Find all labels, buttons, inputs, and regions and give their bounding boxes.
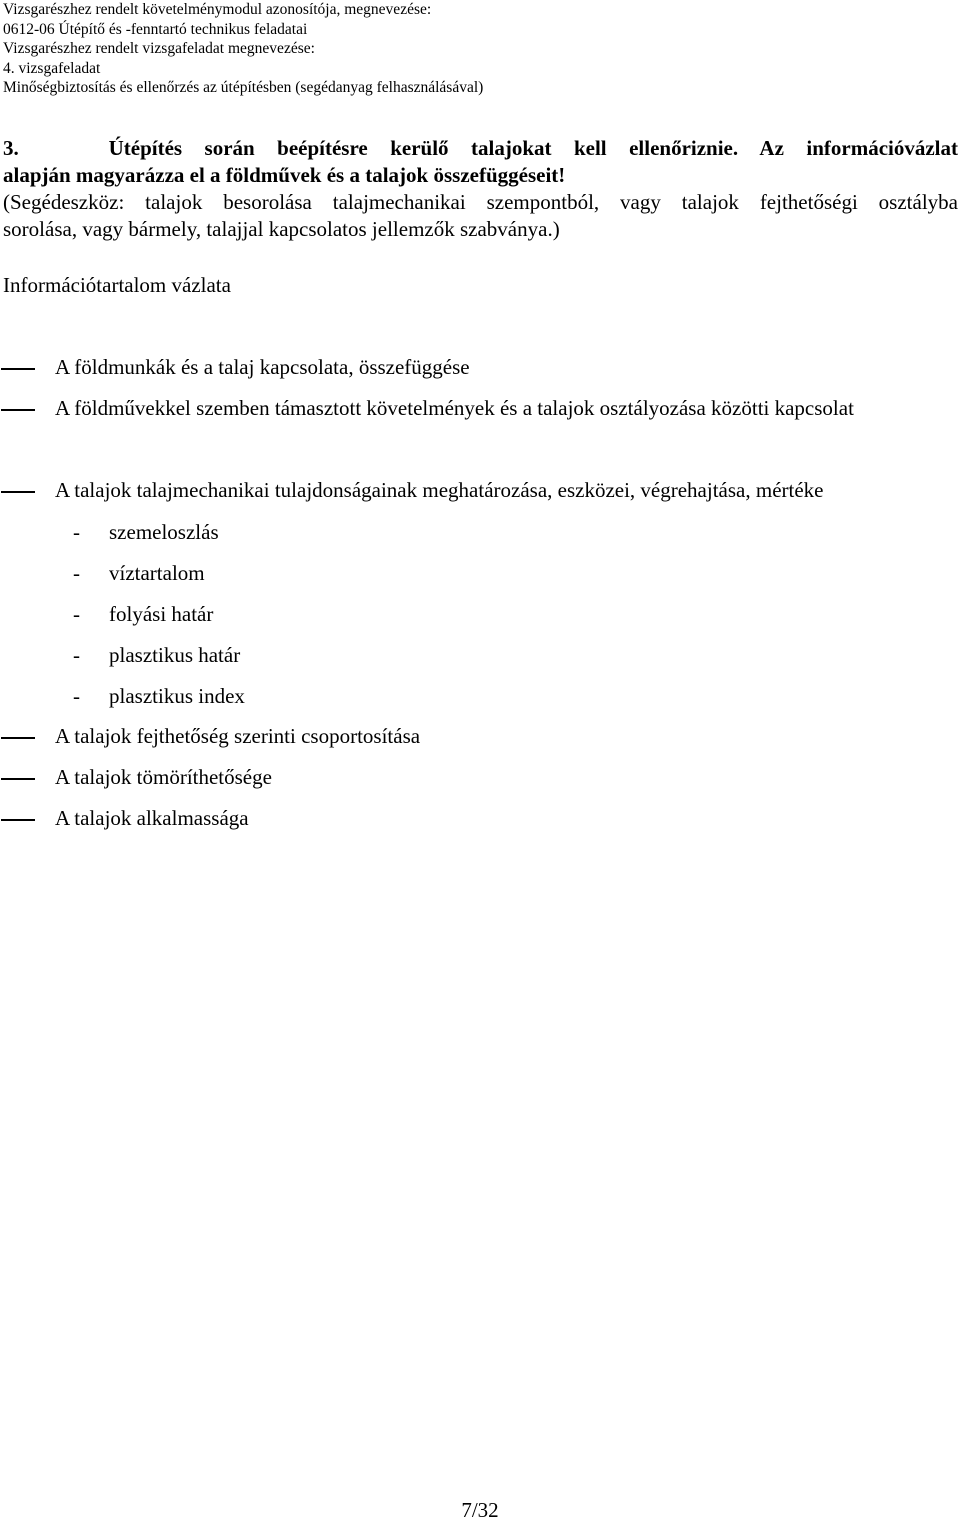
list-item-text: A talajok fejthetőség szerinti csoportosítása xyxy=(55,724,421,748)
dash-bullet-icon xyxy=(1,368,35,370)
header-line: 4. vizsgafeladat xyxy=(3,59,101,77)
list-item xyxy=(0,804,958,845)
dash-bullet-icon xyxy=(1,737,35,739)
list-item xyxy=(0,394,958,476)
list-item-text: A talajok talajmechanikai tulajdonságainak meghatározása, eszközei, végrehajtása, mértéke xyxy=(55,478,824,502)
hyphen-bullet: - xyxy=(73,561,80,585)
dash-bullet-icon xyxy=(1,409,35,411)
task-title-line: alapján magyarázza el a földművek és a talajok összefüggéseit! xyxy=(3,163,566,187)
dash-bullet-icon xyxy=(1,819,35,821)
sub-list-item xyxy=(0,640,958,681)
hyphen-bullet: - xyxy=(73,520,80,544)
task-statement xyxy=(3,135,958,243)
task-note-line: sorolása, vagy bármely, talajjal kapcsolatos jellemzők szabványa.) xyxy=(3,217,560,241)
sub-list-item xyxy=(0,599,958,640)
info-outline-list xyxy=(0,353,958,845)
list-item-text: A földművekkel szemben támasztott követelmények és a talajok osztályozása közötti kapcsolat xyxy=(55,396,854,420)
sub-list-item xyxy=(0,517,958,558)
sub-list-item-text: folyási határ xyxy=(109,602,214,626)
dash-bullet-icon xyxy=(1,778,35,780)
list-item-text: A talajok tömöríthetősége xyxy=(55,765,272,789)
dash-bullet-icon xyxy=(1,491,35,493)
hyphen-bullet: - xyxy=(73,684,80,708)
document-header xyxy=(3,0,483,98)
header-line: Vizsgarészhez rendelt vizsgafeladat megnevezése: xyxy=(3,40,315,57)
sub-list-item-text: plasztikus határ xyxy=(109,643,241,667)
header-line: Vizsgarészhez rendelt követelménymodul azonosítója, megnevezése: xyxy=(3,1,432,18)
info-outline-heading: Információtartalom vázlata xyxy=(3,273,231,297)
hyphen-bullet: - xyxy=(73,602,80,626)
list-item-text: A talajok alkalmassága xyxy=(55,806,249,830)
sub-list-item-text: víztartalom xyxy=(109,561,205,585)
task-note-line: (Segédeszköz: talajok besorolása talajmechanikai szempontból, vagy talajok fejthetőségi osztályba xyxy=(3,190,958,214)
sub-list-item-text: szemeloszlás xyxy=(109,520,219,544)
sub-list-item-text: plasztikus index xyxy=(109,684,245,708)
header-line: 0612-06 Útépítő és -fenntartó technikus feladatai xyxy=(3,20,308,38)
page-number: 7/32 xyxy=(461,1498,499,1522)
task-title-line: 3. Útépítés során beépítésre kerülő talajokat kell ellenőriznie. Az információvázlat xyxy=(3,136,958,160)
list-item xyxy=(0,476,958,517)
sub-list-item xyxy=(0,558,958,599)
hyphen-bullet: - xyxy=(73,643,80,667)
list-item-text: A földmunkák és a talaj kapcsolata, összefüggése xyxy=(55,355,470,379)
header-line: Minőségbiztosítás és ellenőrzés az útépítésben (segédanyag felhasználásával) xyxy=(3,79,484,96)
